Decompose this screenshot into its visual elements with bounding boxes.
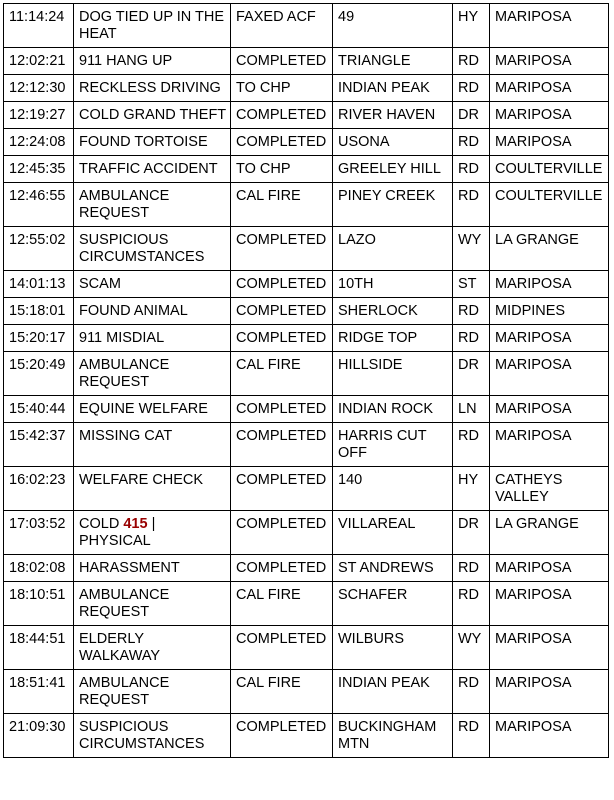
table-row xyxy=(4,129,609,156)
street-suffix-cell: RD xyxy=(453,298,490,325)
street-suffix-cell: HY xyxy=(453,4,490,48)
city-cell: LA GRANGE xyxy=(490,227,609,271)
call-type-cell: HARASSMENT xyxy=(74,555,231,582)
call-type-text: COLD xyxy=(79,516,120,532)
call-type-cell: MISSING CAT xyxy=(74,423,231,467)
street-cell: USONA xyxy=(333,129,453,156)
call-type-cell: RECKLESS DRIVING xyxy=(74,75,231,102)
city-cell: MARIPOSA xyxy=(490,582,609,626)
time-cell: 12:45:35 xyxy=(4,156,74,183)
disposition-cell: COMPLETED xyxy=(231,129,333,156)
street-suffix-cell: HY xyxy=(453,467,490,511)
time-cell: 12:19:27 xyxy=(4,102,74,129)
street-suffix-cell: RD xyxy=(453,183,490,227)
street-suffix-cell: DR xyxy=(453,511,490,555)
street-suffix-cell: RD xyxy=(453,555,490,582)
city-cell: MARIPOSA xyxy=(490,555,609,582)
street-suffix-cell: WY xyxy=(453,626,490,670)
call-type-cell: FOUND TORTOISE xyxy=(74,129,231,156)
time-cell: 18:51:41 xyxy=(4,670,74,714)
disposition-cell: COMPLETED xyxy=(231,325,333,352)
call-log-body xyxy=(4,4,609,758)
call-type-cell: SUSPICIOUS CIRCUMSTANCES xyxy=(74,714,231,758)
call-type-cell: 911 HANG UP xyxy=(74,48,231,75)
street-cell: INDIAN ROCK xyxy=(333,396,453,423)
street-cell: BUCKINGHAM MTN xyxy=(333,714,453,758)
city-cell: MARIPOSA xyxy=(490,102,609,129)
street-suffix-cell: WY xyxy=(453,227,490,271)
call-type-cell: FOUND ANIMAL xyxy=(74,298,231,325)
street-cell: VILLAREAL xyxy=(333,511,453,555)
city-cell: MARIPOSA xyxy=(490,129,609,156)
city-cell: MARIPOSA xyxy=(490,48,609,75)
street-suffix-cell: DR xyxy=(453,102,490,129)
call-type-cell: EQUINE WELFARE xyxy=(74,396,231,423)
disposition-cell: COMPLETED xyxy=(231,467,333,511)
street-cell: HILLSIDE xyxy=(333,352,453,396)
disposition-cell: COMPLETED xyxy=(231,511,333,555)
table-row xyxy=(4,298,609,325)
time-cell: 15:20:17 xyxy=(4,325,74,352)
time-cell: 15:40:44 xyxy=(4,396,74,423)
disposition-cell: COMPLETED xyxy=(231,555,333,582)
city-cell: MARIPOSA xyxy=(490,396,609,423)
time-cell: 12:24:08 xyxy=(4,129,74,156)
time-cell: 18:44:51 xyxy=(4,626,74,670)
street-suffix-cell: RD xyxy=(453,582,490,626)
city-cell: MARIPOSA xyxy=(490,325,609,352)
call-type-cell: COLD GRAND THEFT xyxy=(74,102,231,129)
street-cell: WILBURS xyxy=(333,626,453,670)
penal-code-number: 415 xyxy=(123,516,148,532)
city-cell: MARIPOSA xyxy=(490,4,609,48)
street-cell: RIDGE TOP xyxy=(333,325,453,352)
time-cell: 18:10:51 xyxy=(4,582,74,626)
street-suffix-cell: ST xyxy=(453,271,490,298)
time-cell: 18:02:08 xyxy=(4,555,74,582)
table-row xyxy=(4,75,609,102)
table-row xyxy=(4,4,609,48)
street-cell: 49 xyxy=(333,4,453,48)
street-cell: 10TH xyxy=(333,271,453,298)
table-row xyxy=(4,102,609,129)
street-cell: TRIANGLE xyxy=(333,48,453,75)
time-cell: 14:01:13 xyxy=(4,271,74,298)
table-row xyxy=(4,48,609,75)
call-type-cell: SUSPICIOUS CIRCUMSTANCES xyxy=(74,227,231,271)
table-row xyxy=(4,714,609,758)
disposition-cell: COMPLETED xyxy=(231,271,333,298)
time-cell: 16:02:23 xyxy=(4,467,74,511)
city-cell: MARIPOSA xyxy=(490,670,609,714)
table-row xyxy=(4,325,609,352)
time-cell: 12:02:21 xyxy=(4,48,74,75)
time-cell: 12:12:30 xyxy=(4,75,74,102)
table-row xyxy=(4,396,609,423)
street-cell: INDIAN PEAK xyxy=(333,75,453,102)
call-type-cell: SCAM xyxy=(74,271,231,298)
time-cell: 15:42:37 xyxy=(4,423,74,467)
table-row xyxy=(4,511,609,555)
time-cell: 12:46:55 xyxy=(4,183,74,227)
disposition-cell: CAL FIRE xyxy=(231,183,333,227)
city-cell: COULTERVILLE xyxy=(490,156,609,183)
street-cell: INDIAN PEAK xyxy=(333,670,453,714)
time-cell: 15:18:01 xyxy=(4,298,74,325)
time-cell: 12:55:02 xyxy=(4,227,74,271)
street-cell: ST ANDREWS xyxy=(333,555,453,582)
city-cell: MARIPOSA xyxy=(490,423,609,467)
time-cell: 21:09:30 xyxy=(4,714,74,758)
time-cell: 11:14:24 xyxy=(4,4,74,48)
call-type-cell: AMBULANCE REQUEST xyxy=(74,582,231,626)
call-log-table xyxy=(3,3,609,758)
table-row xyxy=(4,183,609,227)
disposition-cell: COMPLETED xyxy=(231,626,333,670)
disposition-cell: COMPLETED xyxy=(231,102,333,129)
call-type-cell: AMBULANCE REQUEST xyxy=(74,670,231,714)
call-type-cell: AMBULANCE REQUEST xyxy=(74,352,231,396)
street-suffix-cell: RD xyxy=(453,423,490,467)
street-suffix-cell: DR xyxy=(453,352,490,396)
street-cell: HARRIS CUT OFF xyxy=(333,423,453,467)
table-row xyxy=(4,555,609,582)
disposition-cell: CAL FIRE xyxy=(231,670,333,714)
city-cell: MIDPINES xyxy=(490,298,609,325)
table-row xyxy=(4,423,609,467)
street-cell: 140 xyxy=(333,467,453,511)
street-suffix-cell: LN xyxy=(453,396,490,423)
city-cell: MARIPOSA xyxy=(490,271,609,298)
street-suffix-cell: RD xyxy=(453,75,490,102)
call-type-cell xyxy=(74,511,231,555)
street-suffix-cell: RD xyxy=(453,48,490,75)
disposition-cell: CAL FIRE xyxy=(231,352,333,396)
table-row xyxy=(4,156,609,183)
disposition-cell: CAL FIRE xyxy=(231,582,333,626)
street-suffix-cell: RD xyxy=(453,325,490,352)
city-cell: COULTERVILLE xyxy=(490,183,609,227)
call-type-cell: 911 MISDIAL xyxy=(74,325,231,352)
disposition-cell: COMPLETED xyxy=(231,396,333,423)
city-cell: MARIPOSA xyxy=(490,352,609,396)
disposition-cell: COMPLETED xyxy=(231,227,333,271)
table-row xyxy=(4,227,609,271)
street-cell: SCHAFER xyxy=(333,582,453,626)
disposition-cell: TO CHP xyxy=(231,75,333,102)
city-cell: CATHEYS VALLEY xyxy=(490,467,609,511)
street-suffix-cell: RD xyxy=(453,714,490,758)
call-type-cell: AMBULANCE REQUEST xyxy=(74,183,231,227)
table-row xyxy=(4,626,609,670)
call-type-cell: ELDERLY WALKAWAY xyxy=(74,626,231,670)
call-type-cell: WELFARE CHECK xyxy=(74,467,231,511)
street-suffix-cell: RD xyxy=(453,156,490,183)
call-type-rest: | PHYSICAL xyxy=(79,516,156,549)
table-row xyxy=(4,352,609,396)
call-type-cell: DOG TIED UP IN THE HEAT xyxy=(74,4,231,48)
street-cell: SHERLOCK xyxy=(333,298,453,325)
time-cell: 15:20:49 xyxy=(4,352,74,396)
disposition-cell: TO CHP xyxy=(231,156,333,183)
disposition-cell: COMPLETED xyxy=(231,423,333,467)
city-cell: LA GRANGE xyxy=(490,511,609,555)
disposition-cell: FAXED ACF xyxy=(231,4,333,48)
street-cell: LAZO xyxy=(333,227,453,271)
street-cell: RIVER HAVEN xyxy=(333,102,453,129)
street-cell: GREELEY HILL xyxy=(333,156,453,183)
disposition-cell: COMPLETED xyxy=(231,48,333,75)
street-suffix-cell: RD xyxy=(453,670,490,714)
disposition-cell: COMPLETED xyxy=(231,714,333,758)
table-row xyxy=(4,271,609,298)
city-cell: MARIPOSA xyxy=(490,626,609,670)
city-cell: MARIPOSA xyxy=(490,714,609,758)
table-row xyxy=(4,670,609,714)
street-suffix-cell: RD xyxy=(453,129,490,156)
table-row xyxy=(4,467,609,511)
time-cell: 17:03:52 xyxy=(4,511,74,555)
table-row xyxy=(4,582,609,626)
street-cell: PINEY CREEK xyxy=(333,183,453,227)
disposition-cell: COMPLETED xyxy=(231,298,333,325)
city-cell: MARIPOSA xyxy=(490,75,609,102)
call-type-cell: TRAFFIC ACCIDENT xyxy=(74,156,231,183)
